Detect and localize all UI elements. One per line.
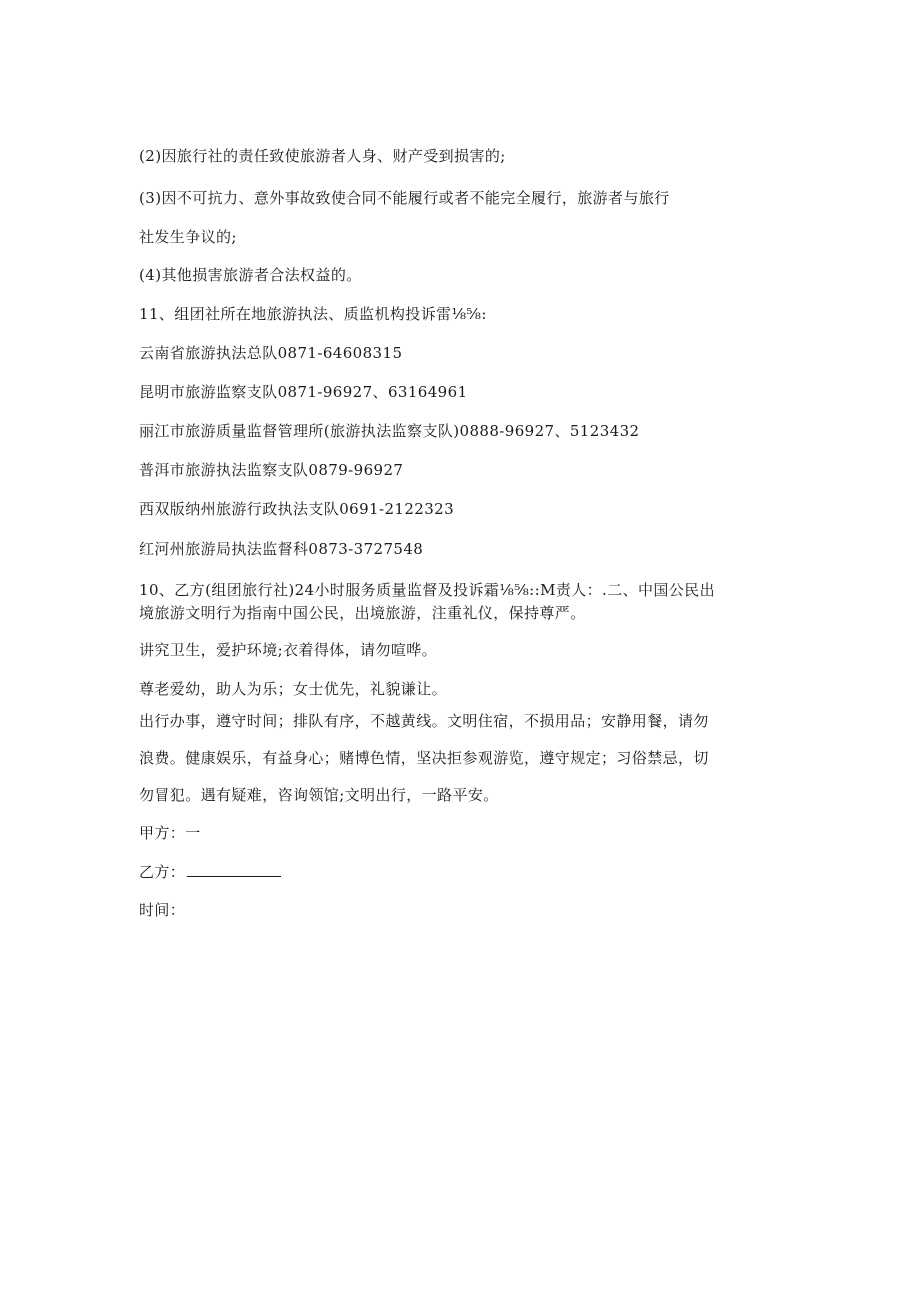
contact-kunming: 昆明市旅游监察支队0871-96927、63164961 bbox=[139, 383, 468, 401]
party-a-signature: 甲方：一 bbox=[139, 824, 201, 842]
guideline-para-line-3: 勿冒犯。遇有疑难，咨询领馆;文明出行，一路平安。 bbox=[139, 786, 499, 804]
clause-3-line-2: 社发生争议的; bbox=[139, 228, 237, 246]
section-10-line-2: 境旅游文明行为指南中国公民，出境旅游，注重礼仪，保持尊严。 bbox=[139, 604, 586, 622]
section-11-heading: 11、组团社所在地旅游执法、质监机构投诉雷⅛⅝: bbox=[139, 305, 487, 323]
guideline-hygiene: 讲究卫生，爱护环境;衣着得体，请勿喧哗。 bbox=[139, 641, 438, 659]
time-label: 时间： bbox=[139, 901, 186, 919]
party-b-signature-row bbox=[139, 862, 281, 882]
guideline-respect: 尊老爱幼，助人为乐；女士优先，礼貌谦让。 bbox=[139, 680, 448, 698]
section-10-line-1: 10、乙方(组团旅行社)24小时服务质量监督及投诉霜⅛⅝::M责人：.二、中国公民出 bbox=[139, 581, 715, 599]
party-b-label: 乙方： bbox=[139, 863, 186, 881]
contact-puer: 普洱市旅游执法监察支队0879-96927 bbox=[139, 461, 404, 479]
guideline-para-line-1: 出行办事，遵守时间；排队有序，不越黄线。文明住宿，不损用品；安静用餐，请勿 bbox=[139, 712, 709, 730]
contact-xishuangbanna: 西双版纳州旅游行政执法支队0691-2122323 bbox=[139, 500, 455, 518]
clause-4: (4)其他损害旅游者合法权益的。 bbox=[139, 266, 362, 284]
clause-3-line-1: (3)因不可抗力、意外事故致使合同不能履行或者不能完全履行，旅游者与旅行 bbox=[139, 189, 670, 207]
contact-lijiang: 丽江市旅游质量监督管理所(旅游执法监察支队)0888-96927、5123432 bbox=[139, 422, 640, 440]
contact-honghe: 红河州旅游局执法监督科0873-3727548 bbox=[139, 540, 424, 558]
clause-2: (2)因旅行社的责任致使旅游者人身、财产受到损害的; bbox=[139, 147, 506, 165]
party-b-blank bbox=[187, 863, 281, 877]
guideline-para-line-2: 浪费。健康娱乐，有益身心；赌博色情，坚决拒参观游览，遵守规定；习俗禁忌，切 bbox=[139, 749, 709, 767]
contact-yunnan: 云南省旅游执法总队0871-64608315 bbox=[139, 344, 403, 362]
